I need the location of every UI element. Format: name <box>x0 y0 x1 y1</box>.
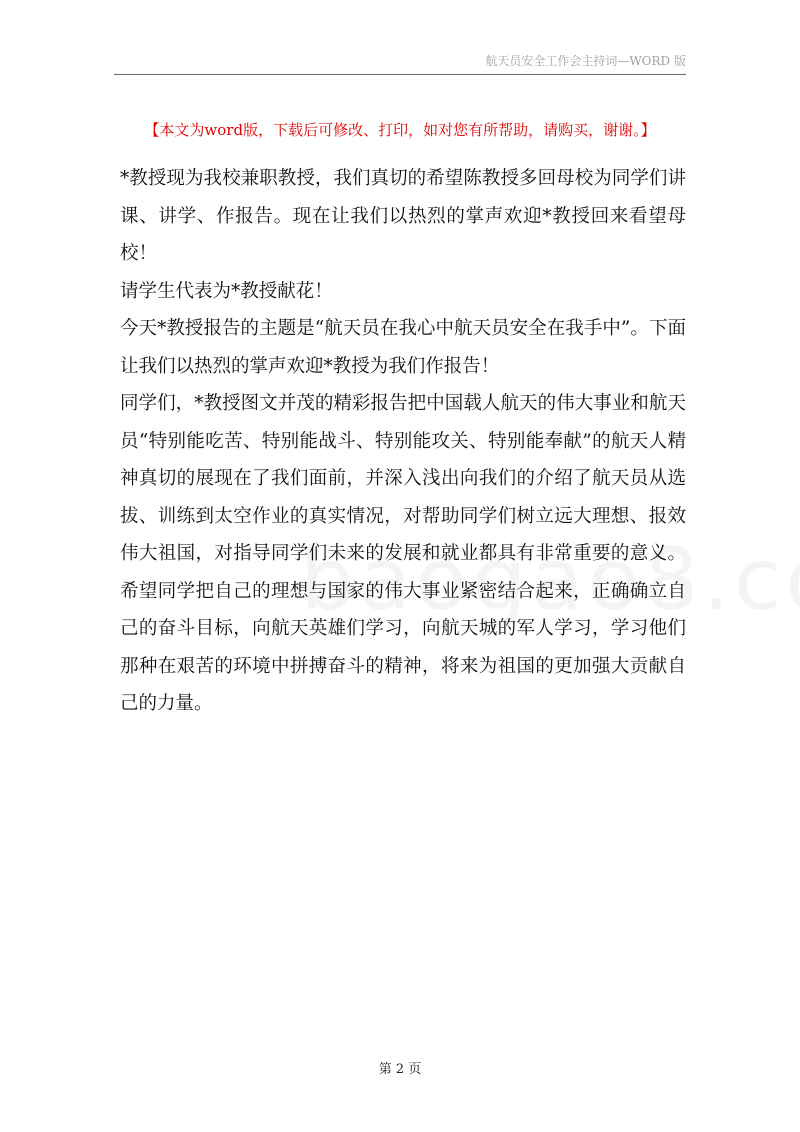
paragraph-3: 今天*教授报告的主题是“航天员在我心中航天员安全在我手中”。下面让我们以热烈的掌声欢迎*教授为我们作报告！ <box>120 318 686 377</box>
paragraph-4: 同学们，*教授图文并茂的精彩报告把中国载人航天的伟大事业和航天员“特别能吃苦、特别能战斗、特别能攻关、特别能奉献”的航天人精神真切的展现在了我们面前，并深入浅出向我们的介绍了航天员从选拔、训练到太空作业的真实情况，对帮助同学们树立远大理想、报效伟大祖国，对指导同学们未来的发展和就业都具有非常重要的意义。希望同学把自己的理想与国家的伟大事业紧密结合起来，正确确立自己的奋斗目标，向航天英雄们学习，向航天城的军人学习，学习他们那种在艰苦的环境中拼搏奋斗的精神，将来为祖国的更加强大贡献自己的力量。 <box>120 393 686 714</box>
paragraph-1: *教授现为我校兼职教授，我们真切的希望陈教授多回母校为同学们讲课、讲学、作报告。现在让我们以热烈的掌声欢迎*教授回来看望母校！ <box>120 168 686 264</box>
download-notice: 【本文为word版，下载后可修改、打印，如对您有所帮助，请购买，谢谢。】 <box>144 121 656 139</box>
header-divider <box>114 74 686 75</box>
page-number: 第 2 页 <box>378 1062 422 1077</box>
paragraph-2: 请学生代表为*教授献花！ <box>120 280 333 302</box>
page-header-title: 航天员安全工作会主持词—WORD 版 <box>485 54 686 68</box>
document-body <box>120 160 686 723</box>
